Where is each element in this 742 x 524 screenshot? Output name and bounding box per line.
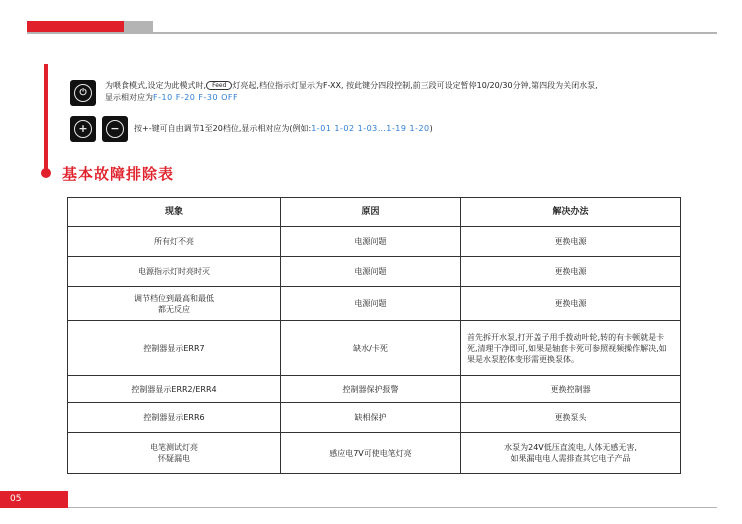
footer-rule (68, 507, 717, 508)
cause-cell: 缺相保护 (281, 403, 461, 433)
table-header-row (68, 198, 681, 227)
table-row (68, 257, 681, 287)
feed-codes: F-10 F-20 F-30 OFF (153, 93, 239, 102)
table-row (68, 376, 681, 403)
cause-cell: 电源问题 (281, 257, 461, 287)
solution-cell: 更换电源 (461, 287, 681, 321)
troubleshooting-table (67, 197, 681, 474)
cause-cell: 缺水/卡死 (281, 321, 461, 376)
cause-cell: 电源问题 (281, 227, 461, 257)
header-rule (27, 32, 717, 34)
plus-icon: + (70, 116, 96, 142)
table-row (68, 321, 681, 376)
table-row (68, 287, 681, 321)
cause-cell: 控制器保护报警 (281, 376, 461, 403)
power-icon: ⏻ (70, 80, 96, 106)
plus-minus-close: ) (429, 124, 433, 133)
feed-mode-description (105, 80, 715, 104)
solution-cell: 首先拆开水泵,打开盖子用手拨动叶轮,转的有卡顿就是卡死,清理干净即可,如果是轴套卡死可参照视频操作解决,如果是水泵腔体变形需更换泵体。 (461, 321, 681, 376)
page-number: 05 (0, 491, 68, 508)
feed-button-label: Feed (206, 81, 232, 90)
left-accent-bar (44, 64, 48, 175)
cause-cell: 感应电7V可使电笔灯亮 (281, 433, 461, 474)
solution-cell: 更换电源 (461, 227, 681, 257)
column-header-cause: 原因 (281, 198, 461, 227)
left-accent-dot (41, 168, 51, 178)
feed-mode-text-before: 为喂食模式,设定为此模式时, (105, 81, 207, 90)
plus-minus-codes: 1-01 1-02 1-03…1-19 1-20 (311, 124, 430, 133)
table-row (68, 433, 681, 474)
solution-cell: 更换电源 (461, 257, 681, 287)
symptom-cell: 所有灯不亮 (68, 227, 281, 257)
plus-minus-description (134, 123, 694, 135)
feed-mode-line2: 显示相对应为 (105, 93, 153, 102)
symptom-cell: 调节档位到最高和最低 都无反应 (68, 287, 281, 321)
plus-minus-text: 按+-键可自由调节1至20档位,显示相对应为(例如: (134, 124, 312, 133)
solution-cell: 更换泵头 (461, 403, 681, 433)
minus-icon: − (102, 116, 128, 142)
header-red-bar (27, 21, 124, 32)
section-title: 基本故障排除表 (62, 165, 175, 183)
solution-cell: 水泵为24V低压直流电,人体无感无害, 如果漏电电人需排查其它电子产品 (461, 433, 681, 474)
feed-mode-text-after: 灯亮起,档位指示灯显示为F-XX, 按此键分四段控制,前三段可设定暂停10/20/30分钟,第四段为关闭水泵, (232, 81, 598, 90)
column-header-symptom: 现象 (68, 198, 281, 227)
symptom-cell: 控制器显示ERR6 (68, 403, 281, 433)
solution-cell: 更换控制器 (461, 376, 681, 403)
symptom-cell: 电源指示灯时亮时灭 (68, 257, 281, 287)
symptom-cell: 控制器显示ERR2/ERR4 (68, 376, 281, 403)
cause-cell: 电源问题 (281, 287, 461, 321)
symptom-cell: 电笔测试灯亮 怀疑漏电 (68, 433, 281, 474)
symptom-cell: 控制器显示ERR7 (68, 321, 281, 376)
table-row (68, 227, 681, 257)
header-gray-bar (124, 21, 153, 32)
column-header-solution: 解决办法 (461, 198, 681, 227)
table-row (68, 403, 681, 433)
